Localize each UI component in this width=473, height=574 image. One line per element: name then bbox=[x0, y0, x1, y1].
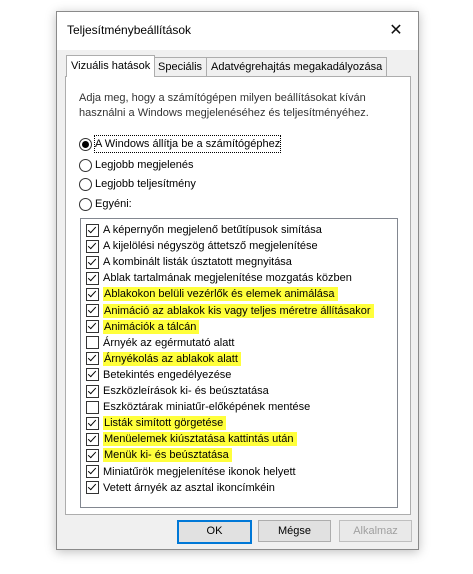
effect-option-label: Miniatűrök megjelenítése ikonok helyett bbox=[103, 465, 296, 478]
effect-option-label: Listák simított görgetése bbox=[103, 416, 226, 430]
radio-button[interactable] bbox=[79, 138, 92, 151]
tab-advanced[interactable]: Speciális bbox=[153, 57, 207, 76]
description-text: Adja meg, hogy a számítógépen milyen beállításokat kíván használni a Windows megjelenéséhez és teljesítményéhez. bbox=[79, 92, 369, 119]
radio-let-windows-choose[interactable] bbox=[79, 136, 280, 152]
checkbox-checked[interactable] bbox=[86, 272, 99, 285]
checkbox-checked[interactable] bbox=[86, 417, 99, 430]
effect-option-label: Ablakokon belüli vezérlők és elemek animálása bbox=[103, 287, 338, 301]
tab-data-execution-prevention[interactable]: Adatvégrehajtás megakadályozása bbox=[206, 57, 387, 76]
radio-label: Legjobb megjelenés bbox=[95, 159, 194, 171]
effect-option[interactable] bbox=[86, 480, 275, 496]
effect-option-label: Menüelemek kiúsztatása kattintás után bbox=[103, 432, 297, 446]
radio-button[interactable] bbox=[79, 198, 92, 211]
effect-option-label: Animációk a tálcán bbox=[103, 320, 199, 334]
effect-option-label: Animáció az ablakok kis vagy teljes méretre állításakor bbox=[103, 304, 374, 318]
effect-option-label: Betekintés engedélyezése bbox=[103, 368, 232, 381]
checkbox-checked[interactable] bbox=[86, 288, 99, 301]
effect-option[interactable] bbox=[86, 222, 322, 238]
performance-options-dialog bbox=[56, 11, 419, 550]
effect-option[interactable] bbox=[86, 415, 226, 431]
effect-option[interactable] bbox=[86, 238, 318, 254]
radio-button[interactable] bbox=[79, 159, 92, 172]
effect-option-label: Ablak tartalmának megjelenítése mozgatás közben bbox=[103, 272, 352, 285]
radio-best-appearance[interactable] bbox=[79, 157, 193, 173]
apply-button[interactable]: Alkalmaz bbox=[339, 520, 412, 542]
checkbox-checked[interactable] bbox=[86, 481, 99, 494]
effect-option-label: Eszköztárak miniatűr-előképének mentése bbox=[103, 401, 311, 414]
ok-button[interactable]: OK bbox=[177, 520, 252, 544]
radio-label: Egyéni: bbox=[95, 198, 132, 210]
effect-option[interactable] bbox=[86, 286, 338, 302]
checkbox-checked[interactable] bbox=[86, 240, 99, 253]
radio-label: Legjobb teljesítmény bbox=[95, 178, 196, 190]
checkbox-checked[interactable] bbox=[86, 320, 99, 333]
checkbox-checked[interactable] bbox=[86, 304, 99, 317]
checkbox-unchecked[interactable] bbox=[86, 401, 99, 414]
checkbox-unchecked[interactable] bbox=[86, 336, 99, 349]
checkbox-checked[interactable] bbox=[86, 352, 99, 365]
checkbox-checked[interactable] bbox=[86, 433, 99, 446]
effect-option-label: A kombinált listák úsztatott megnyitása bbox=[103, 256, 292, 269]
cancel-button[interactable]: Mégse bbox=[258, 520, 331, 542]
checkbox-checked[interactable] bbox=[86, 465, 99, 478]
title-bar[interactable] bbox=[57, 12, 418, 50]
effect-option-label: A képernyőn megjelenő betűtípusok simítása bbox=[103, 224, 322, 236]
visual-effects-list[interactable] bbox=[80, 218, 398, 508]
effect-option-label: Árnyékolás az ablakok alatt bbox=[103, 352, 241, 366]
tab-visual-effects[interactable]: Vizuális hatások bbox=[66, 55, 155, 77]
checkbox-checked[interactable] bbox=[86, 256, 99, 269]
effect-option[interactable] bbox=[86, 351, 241, 367]
effect-option-label: Vetett árnyék az asztal ikoncímkéin bbox=[103, 481, 275, 494]
effect-option[interactable] bbox=[86, 367, 231, 383]
effect-option-label: Eszközleírások ki- és beúsztatása bbox=[103, 385, 269, 397]
radio-button[interactable] bbox=[79, 178, 92, 191]
effect-option-label: Árnyék az egérmutató alatt bbox=[103, 336, 235, 349]
window-title: Teljesítménybeállítások bbox=[67, 23, 192, 37]
effect-option[interactable] bbox=[86, 464, 296, 480]
radio-best-performance[interactable] bbox=[79, 176, 196, 192]
effect-option[interactable] bbox=[86, 431, 297, 447]
visual-effects-panel bbox=[65, 76, 411, 515]
radio-label: A Windows állítja be a számítógéphez bbox=[95, 138, 281, 150]
effect-option[interactable] bbox=[86, 447, 232, 463]
effect-option[interactable] bbox=[86, 303, 374, 319]
effect-option-label: Menük ki- és beúsztatása bbox=[103, 448, 232, 462]
checkbox-checked[interactable] bbox=[86, 385, 99, 398]
radio-custom[interactable] bbox=[79, 196, 132, 212]
effect-option[interactable] bbox=[86, 254, 292, 270]
effect-option[interactable] bbox=[86, 383, 269, 399]
effect-option[interactable] bbox=[86, 399, 310, 415]
effect-option[interactable] bbox=[86, 319, 199, 335]
effect-option[interactable] bbox=[86, 335, 234, 351]
checkbox-checked[interactable] bbox=[86, 449, 99, 462]
effect-option[interactable] bbox=[86, 270, 352, 286]
effect-option-label: A kijelölési négyszög áttetsző megjelenítése bbox=[103, 240, 318, 253]
checkbox-checked[interactable] bbox=[86, 224, 99, 237]
close-icon[interactable]: ✕ bbox=[389, 22, 403, 39]
checkbox-checked[interactable] bbox=[86, 368, 99, 381]
